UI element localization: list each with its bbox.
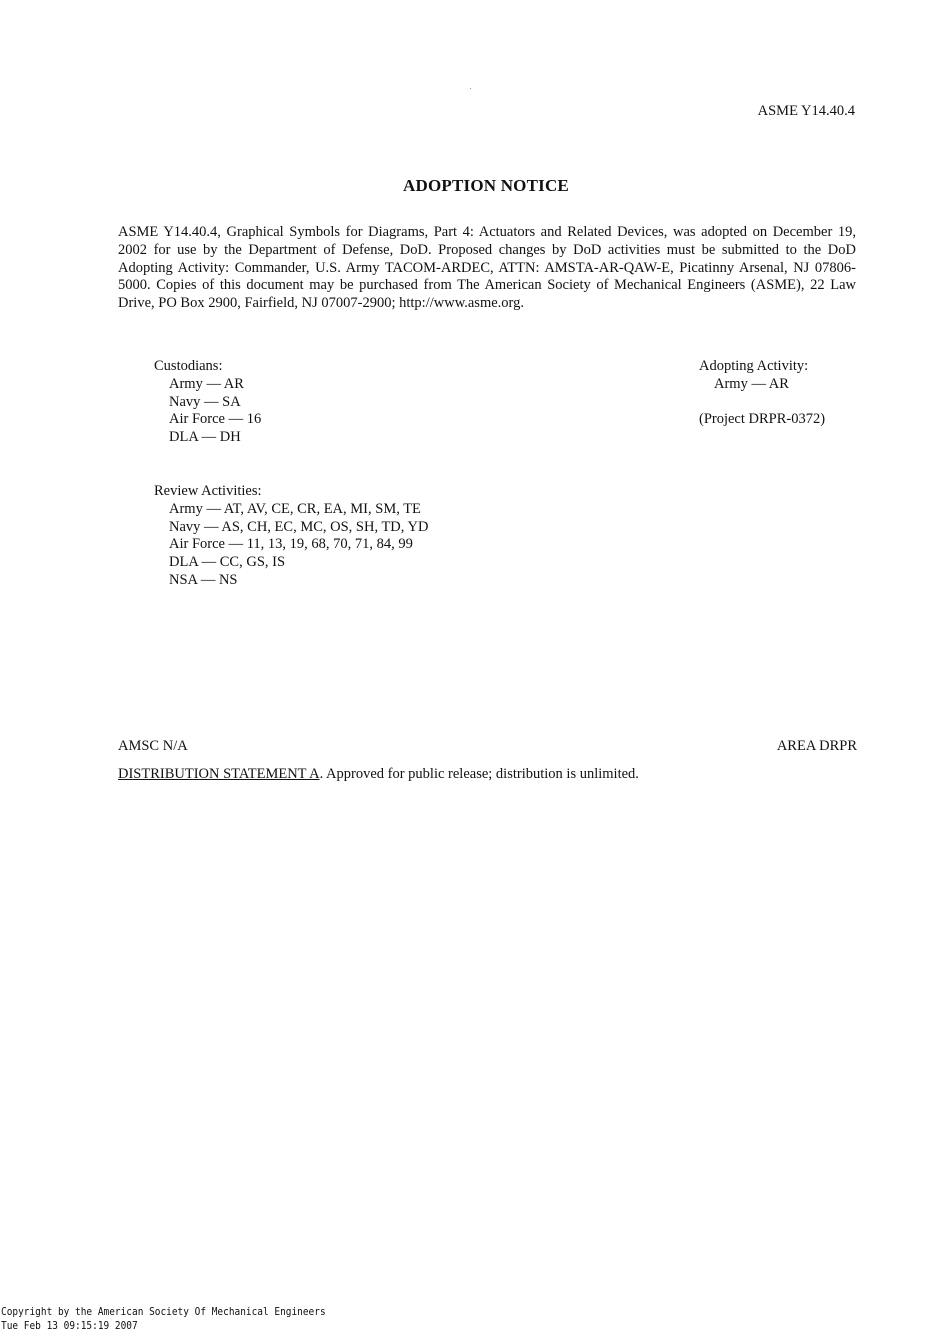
distribution-text: . Approved for public release; distribution is unlimited. <box>319 766 639 782</box>
copyright-stamp <box>1 1305 326 1333</box>
review-activity-item: Navy — AS, CH, EC, MC, OS, SH, TD, YD <box>169 518 429 535</box>
distribution-label: DISTRIBUTION STATEMENT A <box>118 766 320 782</box>
distribution-statement <box>118 766 639 783</box>
review-activity-item: Air Force — 11, 13, 19, 68, 70, 71, 84, 99 <box>169 536 413 553</box>
custodian-item: Army — AR <box>169 375 244 392</box>
review-activities-block <box>154 483 428 590</box>
custodian-item: DLA — DH <box>169 429 241 446</box>
adopting-activity-value: Army — AR <box>714 375 789 392</box>
custodians-heading: Custodians: <box>154 358 223 374</box>
review-activity-item: NSA — NS <box>169 571 238 588</box>
copyright-line: Copyright by the American Society Of Mechanical Engineers <box>1 1305 326 1318</box>
copyright-timestamp: Tue Feb 13 09:15:19 2007 <box>1 1319 138 1332</box>
custodian-item: Air Force — 16 <box>169 411 262 428</box>
custodians-block <box>154 358 261 447</box>
area-label: AREA DRPR <box>776 738 857 754</box>
amsc-label: AMSC N/A <box>118 738 188 754</box>
project-number: (Project DRPR-0372) <box>699 411 826 428</box>
document-id: ASME Y14.40.4 <box>757 103 855 119</box>
review-activity-item: Army — AT, AV, CE, CR, EA, MI, SM, TE <box>169 500 421 517</box>
adopting-activity-block <box>699 358 825 429</box>
intro-paragraph: ASME Y14.40.4, Graphical Symbols for Diagrams, Part 4: Actuators and Related Devices, was adopted on December 19, 2002 for use by the Department of Defense, DoD. Proposed changes by DoD activities must be submitted to the DoD Adopting Activity: Commander, U.S. Army TACOM-ARDEC, ATTN: AMSTA-AR-QAW-E, Picatinny Arsenal, NJ 07806-5000. Copies of this document may be purchased from The American Society of Mechanical Engineers (ASME), 22 Law Drive, PO Box 2900, Fairfield, NJ 07007-2900; http://www.asme.org. <box>118 224 856 312</box>
review-activities-heading: Review Activities: <box>154 483 262 499</box>
page-title: ADOPTION NOTICE <box>403 176 569 195</box>
scan-speck <box>470 88 471 89</box>
custodian-item: Navy — SA <box>169 393 241 410</box>
adopting-activity-heading: Adopting Activity: <box>699 358 809 374</box>
review-activity-item: DLA — CC, GS, IS <box>169 554 286 571</box>
